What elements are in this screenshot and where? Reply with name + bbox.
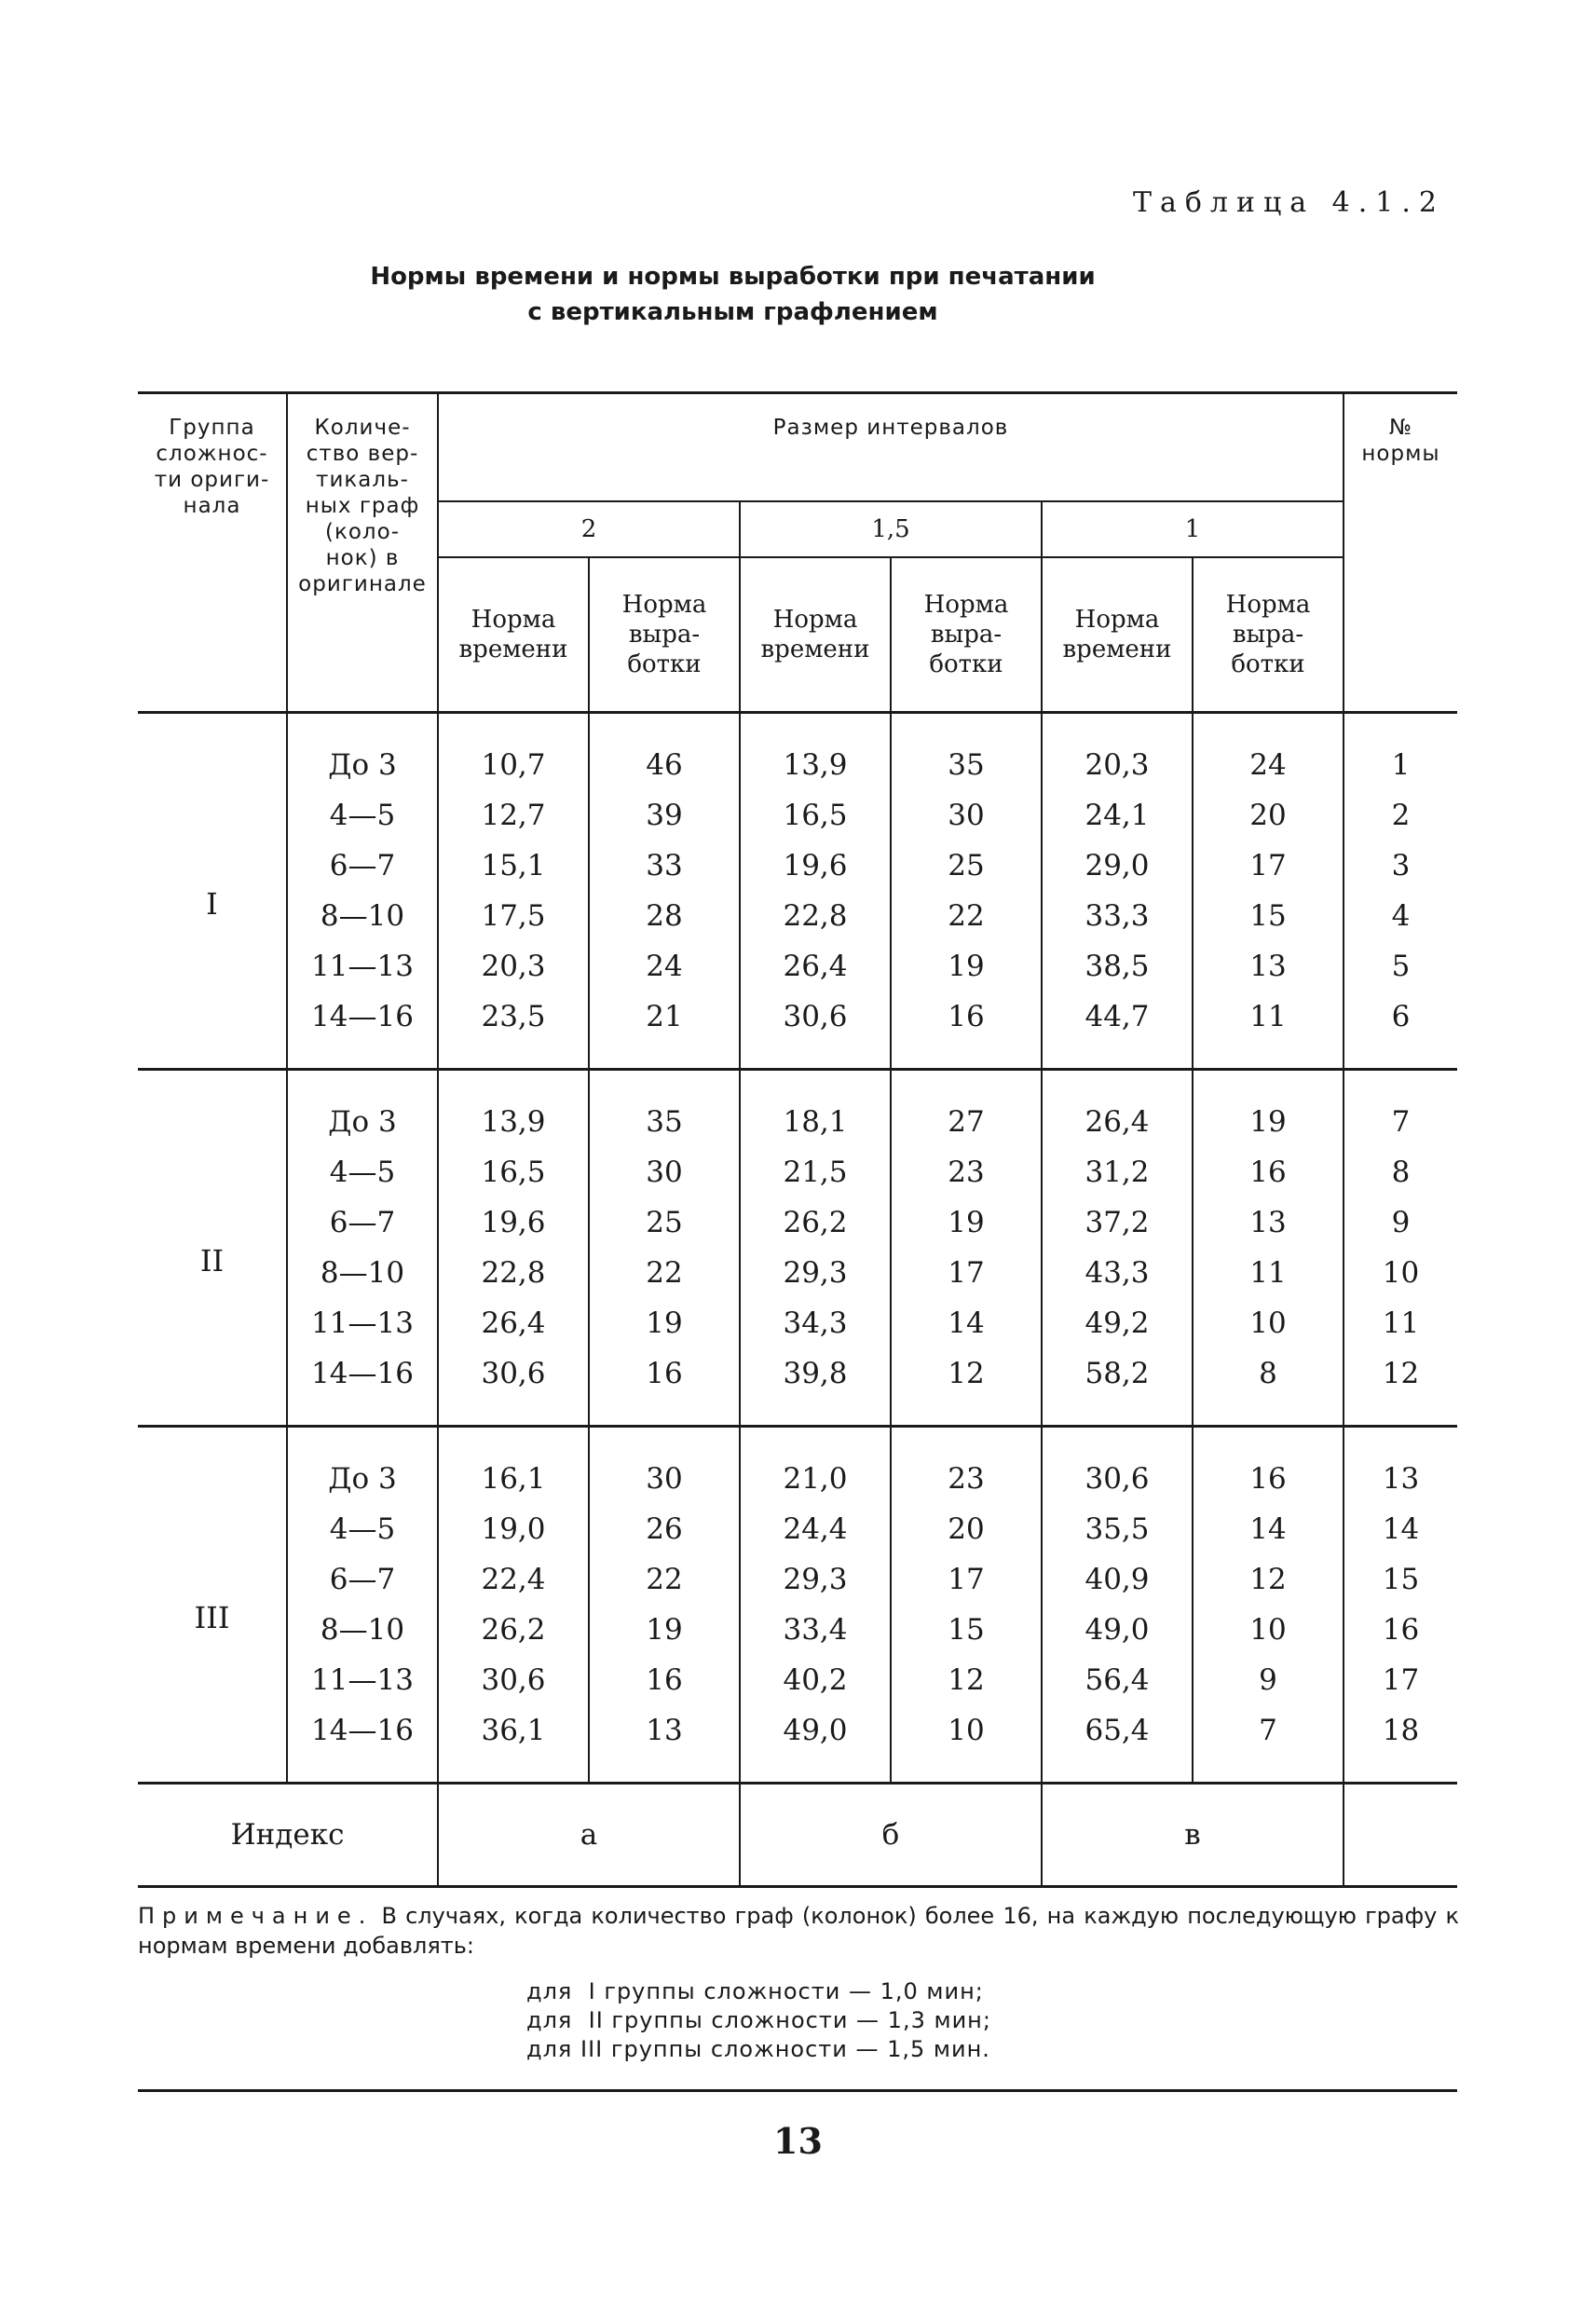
- value-cell: 16: [589, 1348, 740, 1427]
- value-cell: 10: [1193, 1298, 1344, 1348]
- value-cell: 19: [891, 1197, 1042, 1248]
- column-count-cell: 8—10: [287, 1605, 438, 1655]
- value-cell: 24: [1193, 713, 1344, 791]
- table-row: [138, 1427, 1457, 1505]
- value-cell: 25: [891, 841, 1042, 891]
- value-cell: 16,5: [740, 790, 891, 841]
- value-cell: 15,1: [438, 841, 589, 891]
- title-line: Нормы времени и нормы выработки при печатании: [370, 263, 1096, 291]
- norm-number-cell: 16: [1344, 1605, 1457, 1655]
- norm-number-cell: 3: [1344, 841, 1457, 891]
- value-cell: 35: [589, 1070, 740, 1148]
- value-cell: 35: [891, 713, 1042, 791]
- index-value: б: [740, 1784, 1042, 1887]
- value-cell: 14: [891, 1298, 1042, 1348]
- value-cell: 19: [1193, 1070, 1344, 1148]
- table-label: Таблица 4.1.2: [1132, 186, 1445, 219]
- value-cell: 22,4: [438, 1554, 589, 1605]
- value-cell: 30: [891, 790, 1042, 841]
- value-cell: 49,2: [1042, 1298, 1193, 1348]
- value-cell: 39,8: [740, 1348, 891, 1427]
- norm-number-cell: 12: [1344, 1348, 1457, 1427]
- value-cell: 26,2: [438, 1605, 589, 1655]
- value-cell: 24: [589, 941, 740, 991]
- value-cell: 14: [1193, 1504, 1344, 1554]
- column-count-cell: До 3: [287, 713, 438, 791]
- value-cell: 19,6: [438, 1197, 589, 1248]
- footnote-text: В случаях, когда количество граф (колонок) более 16, на каждую последующую графу к нормам времени добавлять:: [138, 1903, 1459, 1959]
- column-count-cell: 14—16: [287, 1705, 438, 1784]
- norm-number-cell: 6: [1344, 991, 1457, 1070]
- value-cell: 33,4: [740, 1605, 891, 1655]
- value-cell: 8: [1193, 1348, 1344, 1427]
- norm-number-cell: 14: [1344, 1504, 1457, 1554]
- value-cell: 40,2: [740, 1655, 891, 1705]
- column-count-cell: 8—10: [287, 1248, 438, 1298]
- table-row: [138, 1298, 1457, 1348]
- value-cell: 12: [891, 1655, 1042, 1705]
- header-output-norm: Норма выра- ботки: [589, 557, 740, 713]
- value-cell: 65,4: [1042, 1705, 1193, 1784]
- header-interval: 2: [438, 501, 740, 557]
- value-cell: 30,6: [438, 1655, 589, 1705]
- header-column-count: Количе- ство вер- тикаль- ных граф (коло- нок) в оригинале: [287, 393, 438, 713]
- header-output-norm: Норма выра- ботки: [891, 557, 1042, 713]
- title-line: с вертикальным графлением: [527, 298, 938, 326]
- value-cell: 19,0: [438, 1504, 589, 1554]
- value-cell: 9: [1193, 1655, 1344, 1705]
- column-count-cell: 11—13: [287, 1655, 438, 1705]
- value-cell: 16: [589, 1655, 740, 1705]
- value-cell: 26,4: [1042, 1070, 1193, 1148]
- value-cell: 20: [1193, 790, 1344, 841]
- value-cell: 11: [1193, 991, 1344, 1070]
- value-cell: 16,5: [438, 1147, 589, 1197]
- value-cell: 28: [589, 891, 740, 941]
- group-section: [138, 713, 1457, 1070]
- value-cell: 22: [589, 1248, 740, 1298]
- footnote-item: для I группы сложности — 1,0 мин;: [526, 1978, 984, 2004]
- value-cell: 17: [891, 1554, 1042, 1605]
- value-cell: 22: [891, 891, 1042, 941]
- value-cell: 16: [1193, 1147, 1344, 1197]
- value-cell: 34,3: [740, 1298, 891, 1348]
- value-cell: 40,9: [1042, 1554, 1193, 1605]
- table-row: [138, 713, 1457, 791]
- value-cell: 22,8: [438, 1248, 589, 1298]
- value-cell: 37,2: [1042, 1197, 1193, 1248]
- value-cell: 12: [891, 1348, 1042, 1427]
- norm-number-cell: 9: [1344, 1197, 1457, 1248]
- value-cell: 23: [891, 1147, 1042, 1197]
- column-count-cell: 14—16: [287, 991, 438, 1070]
- value-cell: 13: [1193, 941, 1344, 991]
- table-row: [138, 1504, 1457, 1554]
- header-interval-size: Размер интервалов: [438, 393, 1344, 502]
- value-cell: 15: [1193, 891, 1344, 941]
- value-cell: 13: [589, 1705, 740, 1784]
- value-cell: 13: [1193, 1197, 1344, 1248]
- value-cell: 10: [891, 1705, 1042, 1784]
- value-cell: 20,3: [438, 941, 589, 991]
- value-cell: 26: [589, 1504, 740, 1554]
- norm-number-cell: 7: [1344, 1070, 1457, 1148]
- value-cell: 10,7: [438, 713, 589, 791]
- table-row: [138, 891, 1457, 941]
- group-name: III: [138, 1427, 287, 1784]
- column-count-cell: 11—13: [287, 941, 438, 991]
- table-row: [138, 1348, 1457, 1427]
- norm-number-cell: 11: [1344, 1298, 1457, 1348]
- value-cell: 33,3: [1042, 891, 1193, 941]
- header-interval: 1: [1042, 501, 1344, 557]
- index-row: [138, 1784, 1457, 1887]
- value-cell: 36,1: [438, 1705, 589, 1784]
- value-cell: 24,4: [740, 1504, 891, 1554]
- table-row: [138, 790, 1457, 841]
- value-cell: 10: [1193, 1605, 1344, 1655]
- value-cell: 17: [1193, 841, 1344, 891]
- table-row: [138, 1554, 1457, 1605]
- norm-number-cell: 1: [1344, 713, 1457, 791]
- table-row: [138, 841, 1457, 891]
- header-time-norm: Норма времени: [438, 557, 589, 713]
- value-cell: 21: [589, 991, 740, 1070]
- value-cell: 7: [1193, 1705, 1344, 1784]
- value-cell: 30: [589, 1427, 740, 1505]
- value-cell: 30,6: [1042, 1427, 1193, 1505]
- value-cell: 13,9: [740, 713, 891, 791]
- value-cell: 22,8: [740, 891, 891, 941]
- table-row: [138, 1705, 1457, 1784]
- norm-number-cell: 15: [1344, 1554, 1457, 1605]
- index-value: в: [1042, 1784, 1344, 1887]
- value-cell: 11: [1193, 1248, 1344, 1298]
- header-time-norm: Норма времени: [740, 557, 891, 713]
- value-cell: 29,3: [740, 1554, 891, 1605]
- norm-number-cell: 2: [1344, 790, 1457, 841]
- table-title: [0, 259, 1596, 330]
- table-row: [138, 1070, 1457, 1148]
- index-empty-cell: [1344, 1784, 1457, 1887]
- value-cell: 12: [1193, 1554, 1344, 1605]
- value-cell: 46: [589, 713, 740, 791]
- value-cell: 29,3: [740, 1248, 891, 1298]
- table-row: [138, 1248, 1457, 1298]
- value-cell: 16: [1193, 1427, 1344, 1505]
- table-row: [138, 1655, 1457, 1705]
- value-cell: 21,0: [740, 1427, 891, 1505]
- footnote-item: для II группы сложности — 1,3 мин;: [526, 2007, 991, 2033]
- value-cell: 19: [589, 1298, 740, 1348]
- value-cell: 35,5: [1042, 1504, 1193, 1554]
- group-name: II: [138, 1070, 287, 1427]
- index-value: а: [438, 1784, 740, 1887]
- value-cell: 38,5: [1042, 941, 1193, 991]
- value-cell: 12,7: [438, 790, 589, 841]
- value-cell: 30,6: [438, 1348, 589, 1427]
- value-cell: 27: [891, 1070, 1042, 1148]
- value-cell: 20,3: [1042, 713, 1193, 791]
- value-cell: 49,0: [1042, 1605, 1193, 1655]
- column-count-cell: До 3: [287, 1070, 438, 1148]
- column-count-cell: 6—7: [287, 841, 438, 891]
- value-cell: 29,0: [1042, 841, 1193, 891]
- value-cell: 49,0: [740, 1705, 891, 1784]
- value-cell: 17: [891, 1248, 1042, 1298]
- table-row: [138, 1197, 1457, 1248]
- header-output-norm: Норма выра- ботки: [1193, 557, 1344, 713]
- norm-number-cell: 10: [1344, 1248, 1457, 1298]
- column-count-cell: 4—5: [287, 1147, 438, 1197]
- column-count-cell: 4—5: [287, 1504, 438, 1554]
- value-cell: 18,1: [740, 1070, 891, 1148]
- header-group: Группа сложнос- ти ориги- нала: [138, 393, 287, 713]
- value-cell: 33: [589, 841, 740, 891]
- footnote-item: для III группы сложности — 1,5 мин.: [526, 2036, 990, 2062]
- group-section: [138, 1070, 1457, 1427]
- value-cell: 20: [891, 1504, 1042, 1554]
- column-count-cell: 6—7: [287, 1197, 438, 1248]
- bottom-rule: [138, 2089, 1457, 2092]
- value-cell: 16,1: [438, 1427, 589, 1505]
- table-row: [138, 1605, 1457, 1655]
- value-cell: 19: [589, 1605, 740, 1655]
- page-number: 13: [773, 2120, 823, 2162]
- footnote-list: [526, 1977, 991, 2064]
- index-label: Индекс: [138, 1784, 438, 1887]
- value-cell: 22: [589, 1554, 740, 1605]
- value-cell: 16: [891, 991, 1042, 1070]
- table-row: [138, 941, 1457, 991]
- value-cell: 25: [589, 1197, 740, 1248]
- value-cell: 15: [891, 1605, 1042, 1655]
- value-cell: 44,7: [1042, 991, 1193, 1070]
- value-cell: 19: [891, 941, 1042, 991]
- group-section: [138, 1427, 1457, 1784]
- column-count-cell: До 3: [287, 1427, 438, 1505]
- value-cell: 26,2: [740, 1197, 891, 1248]
- group-name: I: [138, 713, 287, 1070]
- value-cell: 21,5: [740, 1147, 891, 1197]
- value-cell: 19,6: [740, 841, 891, 891]
- norm-number-cell: 8: [1344, 1147, 1457, 1197]
- column-count-cell: 6—7: [287, 1554, 438, 1605]
- value-cell: 13,9: [438, 1070, 589, 1148]
- value-cell: 31,2: [1042, 1147, 1193, 1197]
- table-row: [138, 1147, 1457, 1197]
- footnote-label: Примечание.: [138, 1903, 374, 1929]
- value-cell: 17,5: [438, 891, 589, 941]
- value-cell: 26,4: [740, 941, 891, 991]
- value-cell: 26,4: [438, 1298, 589, 1348]
- norm-number-cell: 17: [1344, 1655, 1457, 1705]
- column-count-cell: 11—13: [287, 1298, 438, 1348]
- norm-number-cell: 5: [1344, 941, 1457, 991]
- value-cell: 30,6: [740, 991, 891, 1070]
- norm-number-cell: 4: [1344, 891, 1457, 941]
- column-count-cell: 4—5: [287, 790, 438, 841]
- value-cell: 39: [589, 790, 740, 841]
- value-cell: 23: [891, 1427, 1042, 1505]
- value-cell: 43,3: [1042, 1248, 1193, 1298]
- header-time-norm: Норма времени: [1042, 557, 1193, 713]
- column-count-cell: 8—10: [287, 891, 438, 941]
- value-cell: 23,5: [438, 991, 589, 1070]
- norm-number-cell: 18: [1344, 1705, 1457, 1784]
- footnote: [138, 1901, 1459, 1961]
- value-cell: 58,2: [1042, 1348, 1193, 1427]
- value-cell: 56,4: [1042, 1655, 1193, 1705]
- header-interval: 1,5: [740, 501, 1042, 557]
- norms-table: [138, 391, 1457, 1888]
- value-cell: 30: [589, 1147, 740, 1197]
- value-cell: 24,1: [1042, 790, 1193, 841]
- table-row: [138, 991, 1457, 1070]
- norm-number-cell: 13: [1344, 1427, 1457, 1505]
- header-norm-number: № нормы: [1344, 393, 1457, 713]
- column-count-cell: 14—16: [287, 1348, 438, 1427]
